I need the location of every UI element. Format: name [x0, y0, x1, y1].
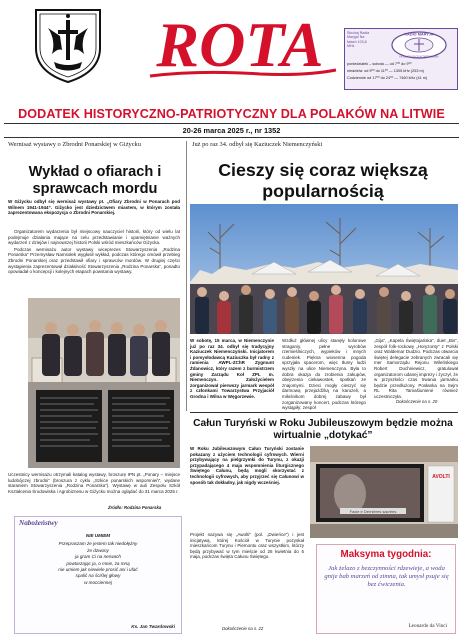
right-col3: „Gija”, „Kapela Świętojańska”, duet „Bis”, zespół folk-rockowy „Horyzonty” z Polski oraz Waldemar Dudzio. Podczas otwarcia świętej delegacie zebranych zwracali się mer Samorządu Rejonu Wileńskiego Robert Duchniewicz, gratulował organizatorom udanej imprezy i życzył, że w przyszłości czas trwania jarmarku będzie przedłużony. Posłanka na Sejm RL Rita Tamašiunienė również uczestniczyła.: [374, 338, 458, 399]
poem-author: Ks. Jan Twardowski: [131, 624, 175, 629]
nabozenstwo-title: Nabożeństwy: [19, 519, 58, 527]
divider: [4, 123, 459, 124]
poem-line: powtarzając ja, o mnie, za mną: [66, 560, 130, 566]
poem-line: ja gram Ci na nerwach: [75, 554, 121, 560]
poem-line: spalić na ściślej głowy: [75, 573, 121, 579]
radio-maryja-box: [344, 28, 458, 90]
issue-date-number: 20-26 marca 2025 r., nr 1352: [182, 126, 281, 135]
left-headline: Wykład o ofiarach i sprawcach mordu: [28, 164, 162, 197]
right-col2: Wzdłuż głównej ulicy stanęły kolorowe straganiy, pełne wyrobów rzemieślniczych, wypieków i innych cudeniek. Piękna wiosenna pogoda sprzyjała spacerom, więc tłumy ludzi wyszły na ulice Niemenczyna. Była to dobra okazja do zrobienia zakupów, obejrzenia ciekawostek, spotkań ze znajomymi. Dzieci mogły cieszyć się darmową przejażdżką na karuzeli, a miłośnikom dobrej zabawy był zorganizowany koncert, podczas którego wystąpiły: zespół: [282, 338, 366, 411]
left-kicker: Wernisaż wystawy o Zbrodni Ponarskiej w Giżycku: [8, 141, 141, 148]
right-headline: Cieszy się coraz większą popularnością: [218, 160, 428, 201]
poem-line: że dzwony: [87, 547, 109, 553]
tagline: DODATEK HISTORYCZNO-PATRIOTYCZNY DLA POLAKÓW NA LITWIE: [18, 107, 445, 121]
maksyma-quote: Jak żelazo z bezczynności rdzewieje, a woda gnije bab marzeń od zimna, tak umysł psuje się bez ćwiczenia.: [324, 565, 449, 589]
rota-logo: [140, 9, 340, 82]
poem-line: nie umiem jak niewiele prosić ani i ufać: [58, 567, 138, 573]
mid-col2: Projekt nazywa się „Awolti” (pol. „Dwieńce”) i jest inicjatywą, której Kościół w Turynie pozyskał mieszkańcom Turynu i Piemontu oraz wszystkim, którzy będą przybywać w tym mieście od 26 kwietnia do 5 maja, podczas święta Całunu Świętego.: [190, 532, 304, 560]
paragraph: Organizatorem wydarzenia był miejscowy nauczyciel historii, który od wielu lat podejmuje działania mające na celu przedstawianie i upamiętnianie ważnych wydarzeń z dziejów i najnowszej historii Polski wśród mieszkańców Giżycka.: [8, 229, 180, 246]
radio-caption: Słuchaj Radia Maryja! Na falach 103,8 MHz: [347, 31, 370, 49]
svg-text:KATOLICKI GŁOS W TWOIM DOMU: KATOLICKI GŁOS W TWOIM DOMU: [399, 55, 439, 59]
radio-maryja-logo-icon: [389, 30, 449, 60]
screen-brand: AVOLTI: [432, 474, 450, 480]
radio-top: [345, 29, 459, 59]
mid-col1: W Roku Jubileuszowym Całun Turyński zostanie pokazany z użyciem technologii cyfrowych. Wierni przybywający na pielgrzymki do Turynu, z okazji przypadającego 4 maja wspomnienia liturgicznego Świętego Całunu, będą mogli skorzystać z technologii cyfrowych, aby przyjrzeć się Całunowi w sposób tak dokładny, jak nigdy wcześniej.: [190, 446, 304, 485]
divider: [4, 137, 459, 138]
poem-line: w mocciennej: [84, 579, 112, 585]
poem-line: Przepraszam że jestem tak niedołężny: [58, 541, 138, 547]
screen-title: Facie e Dernières sacrées: [349, 509, 397, 514]
exhibition-photo: [28, 298, 180, 468]
radio-line: poniedziałek – sobota — od 7⁰⁰ do 9⁰⁰: [347, 62, 412, 66]
mid-headline: Całun Turyński w Roku Jubileuszowym będzie można wirtualnie „dotykać”: [193, 418, 453, 442]
left-lead: W Giżycku odbył się wernisaż wystawy pt. „Ofiary Zbrodni w Ponarach pod Wilnem 1941-1944”. Giżycko jest dziedzictwem miastem, w którym została zaprezentowana ekspozycja o Zbrodni Ponarskiej.: [8, 199, 180, 216]
mid-continued: Dokończenie na s. 22: [222, 626, 264, 631]
column-divider: [186, 141, 187, 411]
left-photo-caption: Uczestnicy wernisażu otrzymali katalog wystawy, broszurę IPN pt. „Ponary – miejsce ludobójczej zbrodni” (broszura z cyklu „Szkice ponarskich wspomnień”, wydane staraniem Stowarzyszenia „Rodzina Ponarska”). Wystawę w auli Zespołu Szkół Kształcenia Środowiska i Agrobiznesu w Giżycku można oglądać do 31 marca 2025 r.: [8, 472, 180, 494]
radio-schedule: [347, 61, 457, 81]
maksyma-author: Leonardo da Vinci: [408, 623, 447, 629]
svg-text:RADIO MARYJA: RADIO MARYJA: [404, 32, 434, 37]
paragraph: Podczas wernisażu autor wystawy wiceprezes Stowarzyszenia „Rodzina Ponarska” Przemysław Namsołek wygłosił wykład, podczas którego omówił przebieg Zbrodni Ponarskiej oraz przedstawił ofiary i sprawców mordów. W drugiej części wystąpienia zaprezentował działalność Stowarzyszenia „Rodzina Ponarska”, ponadto opowiadał o koncepcji i kolejnych etapach powstania wystawy.: [8, 246, 180, 275]
maksyma-title: Maksyma tygodnia:: [340, 549, 432, 560]
shroud-screen-photo: [310, 446, 458, 538]
left-body: [8, 229, 180, 295]
right-col1: W sobotę, 15 marca, w Niemenczynie już po raz 34. odbył się tradycyjny Kaziuczek Niemenczyński. Inicjatorem i pomysłodawcą Kaziuczka był radny z ramienia AWPL-ZChR Zygmunt Żdanowicz, który razem z burmistrzem gminy Zarządu Koł ZPL m. Niemenczyn. Założycielem zorganizował pierwszy jarmark wespół z członkami Towarzystwa Przyjaciół Grodna i Wilna w Węgorzewie.: [190, 338, 274, 399]
radio-line: Codziennie od 17⁰⁰ do 24⁰⁰ — 7460 kHz (41 m): [347, 75, 428, 80]
radio-line: niedziela: od 9⁰⁰ do 11⁰⁰ — 1305 kHz (253 m): [347, 68, 424, 73]
logo-text: ROTA: [156, 9, 324, 80]
nabozenstwo-box: [14, 516, 182, 634]
masthead: [0, 0, 463, 106]
maksyma-box: [316, 544, 456, 634]
poem-title: NIE UMIEM: [85, 533, 111, 538]
nabozenstwo-poem: [15, 533, 181, 586]
divider: [190, 412, 458, 413]
right-continued: Dokończenie na s. 20: [396, 399, 438, 404]
fair-crowd-photo: [190, 204, 458, 334]
right-kicker: Już po raz 34. odbył się Kaziuczek Niemenczyński: [192, 141, 323, 148]
left-source: Źródło: Rodzina Ponarska: [108, 505, 162, 510]
coat-of-arms-icon: [32, 6, 104, 84]
